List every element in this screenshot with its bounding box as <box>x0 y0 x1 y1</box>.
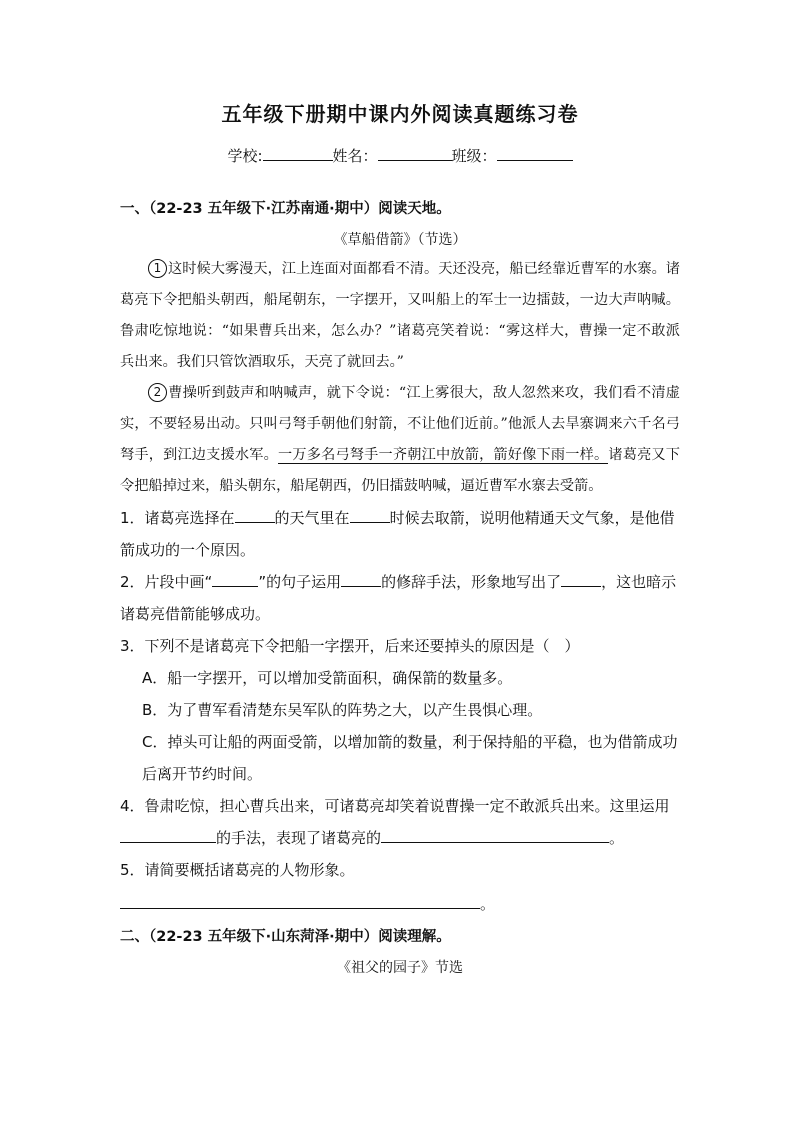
section-1-passage-title: 《草船借箭》（节选） <box>333 232 467 248</box>
q2-blank-1[interactable] <box>212 568 258 587</box>
q4-blank-1[interactable] <box>120 824 216 843</box>
paragraph-2-text-b: 诸葛亮又下令把船掉过来，船头朝东，船尾朝西，仍旧擂鼓呐喊，逼近曹军水寨去受箭。 <box>120 447 680 494</box>
class-blank[interactable] <box>497 142 573 161</box>
q1-blank-2[interactable] <box>350 504 390 523</box>
question-3-option-c[interactable]: C．掉头可让船的两面受箭，以增加箭的数量，利于保持船的平稳，也为借箭成功后离开节约时间。 <box>142 733 678 783</box>
passage-paragraph-2 <box>120 378 680 502</box>
exam-page <box>120 96 680 982</box>
paragraph-1-text: 这时候大雾漫天，江上连面对面都看不清。天还没亮，船已经靠近曹军的水寨。诸葛亮下令把船头朝西，船尾朝东，一字摆开，又叫船上的军士一边擂鼓，一边大声呐喊。鲁肃吃惊地说：“如果曹兵出来，怎么办？”诸葛亮笑着说：“雾这样大，曹操一定不敢派兵出来。我们只管饮酒取乐，天亮了就回去。” <box>120 261 680 370</box>
q4-blank-2[interactable] <box>381 824 609 843</box>
underlined-sentence: 一万多名弓弩手一齐朝江中放箭，箭好像下雨一样。 <box>278 447 609 463</box>
q5-answer-blank[interactable] <box>120 890 480 909</box>
class-label: 班级： <box>451 147 497 165</box>
q2-blank-3[interactable] <box>561 568 601 587</box>
question-5: 5．请简要概括诸葛亮的人物形象。 <box>120 861 355 879</box>
q2-blank-2[interactable] <box>341 568 381 587</box>
school-label: 学校: <box>227 147 263 165</box>
question-3: 3．下列不是诸葛亮下令把船一字摆开，后来还要掉头的原因是（ ） <box>120 637 580 655</box>
name-label: 姓名： <box>332 147 378 165</box>
school-blank[interactable] <box>263 142 333 161</box>
question-3-option-a[interactable]: A．船一字摆开，可以增加受箭面积，确保箭的数量多。 <box>142 669 513 687</box>
section-2-heading: 二、（22-23 五年级下·山东菏泽·期中）阅读理解。 <box>120 929 451 945</box>
paragraph-number-1: 1 <box>148 259 167 278</box>
section-2-passage-title: 《祖父的园子》节选 <box>337 960 463 976</box>
student-info-line <box>120 142 680 170</box>
question-5-answer-line: 。 <box>120 886 680 922</box>
paragraph-2-text-a: 曹操听到鼓声和呐喊声，就下令说：“江上雾很大，敌人忽然来攻，我们看不清虚实，不要轻易出动。只叫弓弩手朝他们射箭，不让他们近前。”他派人去旱寨调来六千名弓弩手，到江边支援水军。 <box>120 385 680 463</box>
question-2: 2．片段中画“ ”的句子运用 的修辞手法，形象地写出了 ，这也暗示诸葛亮借箭能够成功。 <box>120 566 680 630</box>
name-blank[interactable] <box>378 142 452 161</box>
question-3-option-b[interactable]: B．为了曹军看清楚东吴军队的阵势之大，以产生畏惧心理。 <box>142 701 543 719</box>
paragraph-number-2: 2 <box>148 383 167 402</box>
section-1-heading: 一、（22-23 五年级下·江苏南通·期中）阅读天地。 <box>120 201 451 217</box>
question-1: 1．诸葛亮选择在 的天气里在 时候去取箭，说明他精通天文气象，是他借箭成功的一个原因。 <box>120 502 680 566</box>
q1-blank-1[interactable] <box>235 504 275 523</box>
page-title: 五年级下册期中课内外阅读真题练习卷 <box>221 102 579 126</box>
question-4: 4．鲁肃吃惊，担心曹兵出来，可诸葛亮却笑着说曹操一定不敢派兵出来。这里运用的手法，表现了诸葛亮的 。 <box>120 797 670 847</box>
passage-paragraph-1 <box>120 254 680 378</box>
